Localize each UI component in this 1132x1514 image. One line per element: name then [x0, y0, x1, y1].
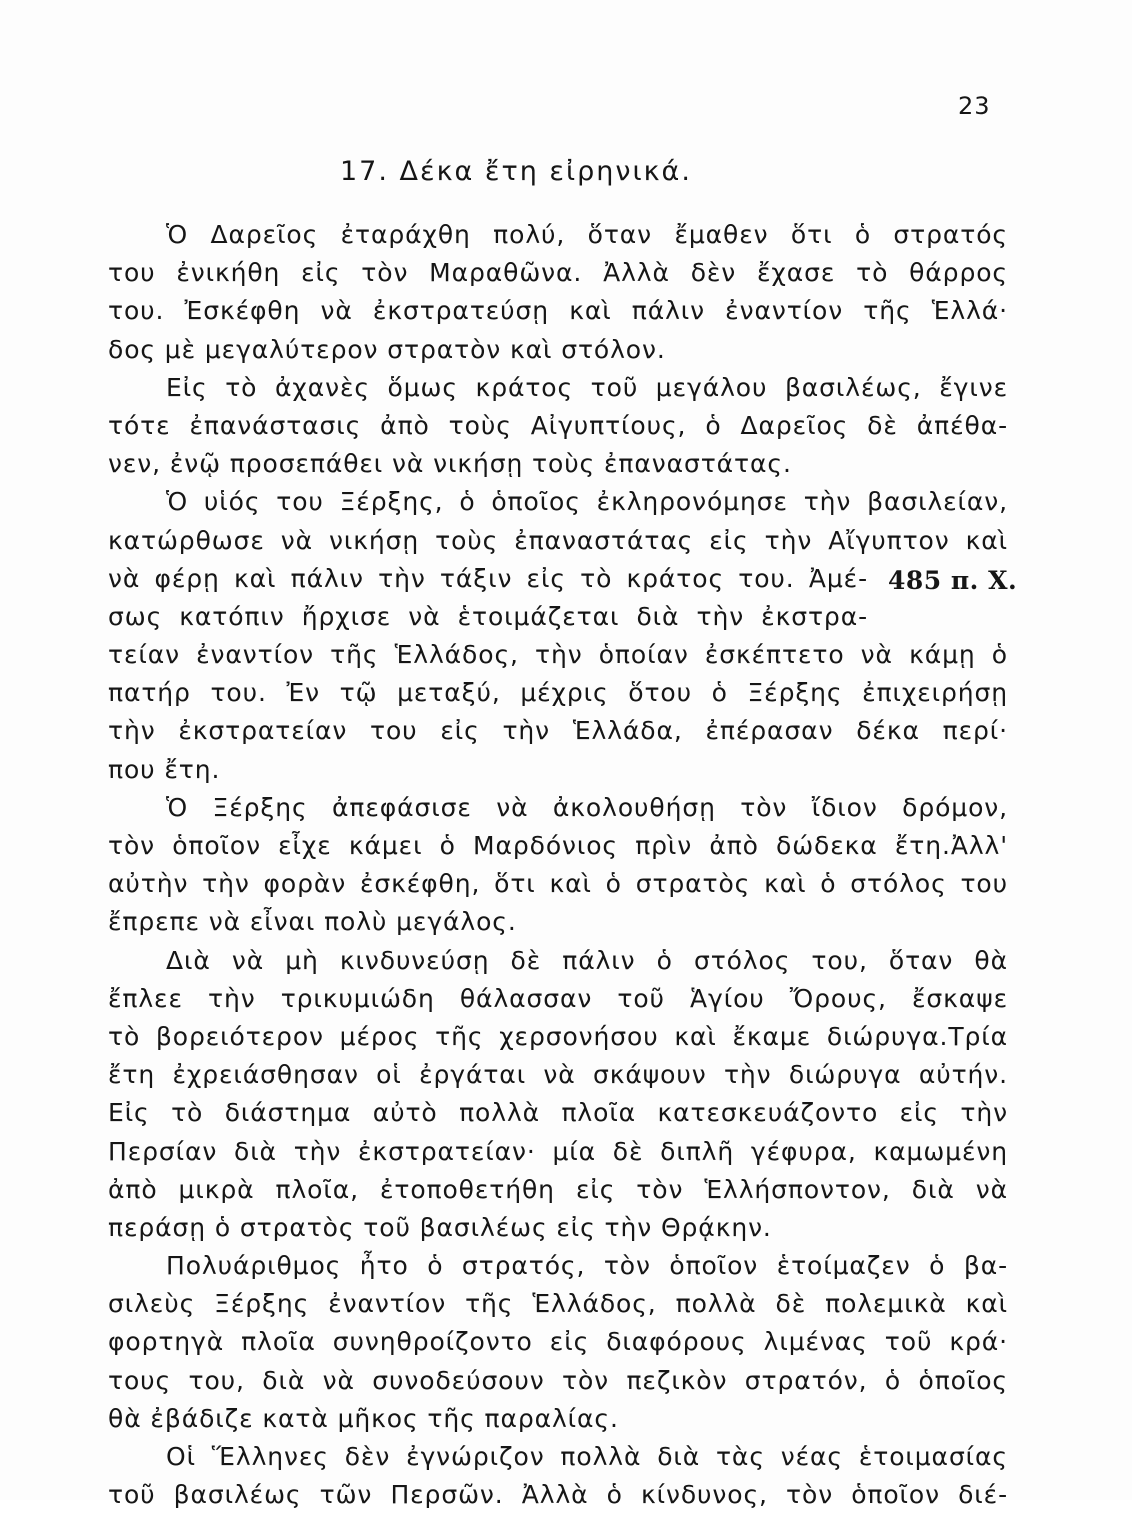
text-line: ἔπλεε τὴν τρικυμιώδη θάλασσαν τοῦ Ἁγίου Ὄρους, ἔσκαψε	[108, 983, 1008, 1013]
text-line: πατήρ του. Ἐν τῷ μεταξύ, μέχρις ὅτου ὁ Ξέρξης ἐπιχειρήσῃ	[108, 678, 1008, 708]
text-line: τὸν ὁποῖον εἶχε κάμει ὁ Μαρδόνιος πρὶν ἀπὸ δώδεκα ἔτη.Ἀλλ'	[108, 831, 1008, 860]
text-line: αὐτὴν τὴν φορὰν ἐσκέφθη, ὅτι καὶ ὁ στρατὸς καὶ ὁ στόλος του	[108, 869, 1008, 899]
text-line: τὸ βορειότερον μέρος τῆς χερσονήσου καὶ ἔκαμε διώρυγα.Τρία	[108, 1021, 1008, 1051]
text-line: τείαν ἐναντίον τῆς Ἑλλάδος, τὴν ὁποίαν ἐσκέπτετο νὰ κάμῃ ὁ	[108, 640, 1008, 670]
text-line: σιλεὺς Ξέρξης ἐναντίον τῆς Ἑλλάδος, πολλὰ δὲ πολεμικὰ καὶ	[108, 1289, 1008, 1319]
text-line: νὰ φέρῃ καὶ πάλιν τὴν τάξιν εἰς τὸ κράτος του. Ἀμέ-	[108, 563, 868, 593]
text-line: τοῦ βασιλέως τῶν Περσῶν. Ἀλλὰ ὁ κίνδυνος, τὸν ὁποῖον διέ-	[108, 1480, 1008, 1510]
page-number: 23	[958, 92, 991, 120]
chapter-title: 17. Δέκα ἔτη εἰρηνικά.	[340, 156, 692, 187]
text-line: Ὁ υἱός του Ξέρξης, ὁ ὁποῖος ἐκληρονόμησε τὴν βασιλείαν,	[166, 487, 1008, 517]
text-line: θὰ ἐβάδιζε κατὰ μῆκος τῆς παραλίας.	[108, 1403, 619, 1433]
margin-date-note: 485 π. Χ.	[888, 566, 1018, 595]
text-line: Ὁ Δαρεῖος ἐταράχθη πολύ, ὅταν ἔμαθεν ὅτι ὁ στρατός	[166, 220, 1008, 249]
text-line: φορτηγὰ πλοῖα συνηθροίζοντο εἰς διαφόρους λιμένας τοῦ κρά·	[108, 1327, 1008, 1357]
text-line: τὴν ἐκστρατείαν του εἰς τὴν Ἑλλάδα, ἐπέρασαν δέκα περί·	[108, 716, 1008, 746]
text-line: του. Ἐσκέφθη νὰ ἐκστρατεύσῃ καὶ πάλιν ἐναντίον τῆς Ἑλλά·	[108, 296, 1008, 326]
body-text	[108, 216, 1008, 1514]
text-line: Εἰς τὸ διάστημα αὐτὸ πολλὰ πλοῖα κατεσκευάζοντο εἰς τὴν	[108, 1098, 1008, 1128]
text-line: του ἐνικήθη εἰς τὸν Μαραθῶνα. Ἀλλὰ δὲν ἔχασε τὸ θάρρος	[108, 258, 1008, 288]
text-line: κατώρθωσε νὰ νικήσῃ τοὺς ἐπαναστάτας εἰς τὴν Αἴγυπτον καὶ	[108, 525, 1008, 555]
text-line: ἔτη ἐχρειάσθησαν οἱ ἐργάται νὰ σκάψουν τὴν διώρυγα αὐτήν.	[108, 1060, 1008, 1090]
text-line: σως κατόπιν ἤρχισε νὰ ἑτοιμάζεται διὰ τὴν ἐκστρα-	[108, 601, 868, 631]
text-line: Πολυάριθμος ἦτο ὁ στρατός, τὸν ὁποῖον ἑτοίμαζεν ὁ βα-	[166, 1251, 1008, 1281]
text-line: τους του, διὰ νὰ συνοδεύσουν τὸν πεζικὸν στρατόν, ὁ ὁποῖος	[108, 1365, 1008, 1395]
text-line: Οἱ Ἕλληνες δὲν ἐγνώριζον πολλὰ διὰ τὰς νέας ἑτοιμασίας	[166, 1442, 1008, 1471]
text-line: νεν, ἐνῷ προσεπάθει νὰ νικήσῃ τοὺς ἐπαναστάτας.	[108, 449, 792, 479]
text-line: περάσῃ ὁ στρατὸς τοῦ βασιλέως εἰς τὴν Θρᾴκην.	[108, 1212, 772, 1242]
text-line: ἔπρεπε νὰ εἶναι πολὺ μεγάλος.	[108, 907, 517, 937]
text-line: Ὁ Ξέρξης ἀπεφάσισε νὰ ἀκολουθήσῃ τὸν ἴδιον δρόμον,	[166, 792, 1008, 822]
text-line: ἀπὸ μικρὰ πλοῖα, ἐτοποθετήθη εἰς τὸν Ἑλλήσποντον, διὰ νὰ	[108, 1174, 1008, 1204]
text-line: Εἰς τὸ ἀχανὲς ὅμως κράτος τοῦ μεγάλου βασιλέως, ἔγινε	[166, 372, 1008, 402]
text-line: Διὰ νὰ μὴ κινδυνεύσῃ δὲ πάλιν ὁ στόλος του, ὅταν θὰ	[166, 945, 1008, 975]
text-line: δος μὲ μεγαλύτερον στρατὸν καὶ στόλον.	[108, 334, 666, 364]
text-line: Περσίαν διὰ τὴν ἐκστρατείαν· μία δὲ διπλῆ γέφυρα, καμωμένη	[108, 1136, 1008, 1166]
text-line: τότε ἐπανάστασις ἀπὸ τοὺς Αἰγυπτίους, ὁ Δαρεῖος δὲ ἀπέθα-	[108, 410, 1008, 440]
text-line: που ἔτη.	[108, 754, 221, 784]
